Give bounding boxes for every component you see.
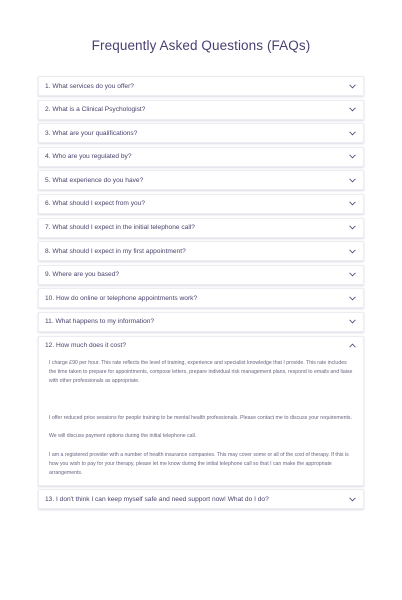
- chevron-down-icon: [348, 247, 356, 255]
- chevron-down-icon: [348, 153, 356, 161]
- faq-item: [38, 312, 364, 332]
- chevron-down-icon: [348, 200, 356, 208]
- faq-toggle[interactable]: [39, 242, 363, 260]
- faq-toggle[interactable]: [39, 171, 363, 189]
- faq-question: 2. What is a Clinical Psychologist?: [45, 106, 146, 114]
- faq-answer: [39, 355, 363, 485]
- faq-toggle[interactable]: [39, 101, 363, 119]
- faq-toggle[interactable]: [39, 289, 363, 307]
- faq-question: 7. What should I expect in the initial telephone call?: [45, 224, 195, 232]
- faq-question: 3. What are your qualifications?: [45, 129, 138, 137]
- chevron-down-icon: [348, 294, 356, 302]
- faq-list: [38, 76, 364, 513]
- faq-question: 4. Who are you regulated by?: [45, 153, 132, 161]
- faq-question: 8. What should I expect in my first appointment?: [45, 247, 186, 255]
- faq-item: [38, 194, 364, 214]
- faq-toggle[interactable]: [39, 148, 363, 166]
- faq-question: 13. I don't think I can keep myself safe and need support now! What do I do?: [45, 495, 269, 503]
- chevron-down-icon: [348, 224, 356, 232]
- faq-toggle[interactable]: [39, 337, 363, 355]
- faq-toggle[interactable]: [39, 313, 363, 331]
- faq-item: [38, 100, 364, 120]
- chevron-down-icon: [348, 318, 356, 326]
- faq-item: [38, 241, 364, 261]
- faq-question: 5. What experience do you have?: [45, 176, 144, 184]
- page-title: Frequently Asked Questions (FAQs): [91, 38, 311, 53]
- answer-paragraph: I offer reduced price sessions for people training to be mental health professionals. Please contact me to discuss your requirements.: [49, 414, 352, 421]
- faq-question: 11. What happens to my information?: [45, 318, 155, 326]
- faq-question: 10. How do online or telephone appointments work?: [45, 294, 198, 302]
- faq-toggle[interactable]: [39, 124, 363, 142]
- faq-toggle[interactable]: [39, 219, 363, 237]
- faq-item: [38, 147, 364, 167]
- faq-item-expanded: [38, 336, 364, 486]
- faq-item: [38, 265, 364, 285]
- faq-question: 1. What services do you offer?: [45, 82, 134, 90]
- faq-toggle[interactable]: [39, 490, 363, 508]
- faq-toggle[interactable]: [39, 266, 363, 284]
- faq-item: [38, 170, 364, 190]
- chevron-down-icon: [348, 176, 356, 184]
- faq-toggle[interactable]: [39, 195, 363, 213]
- faq-item: [38, 123, 364, 143]
- answer-paragraph: We will discuss payment options during the initial telephone call.: [49, 433, 197, 440]
- answer-paragraph: I charge £90 per hour. This rate reflects the level of training, experience and specialist knowledge that I provide. This rate includes the time taken to prepare for appointments, compose letters, prepare individual risk management plans, respond to emails and liaise with other professionals as appropriate.: [49, 359, 353, 385]
- faq-question: 9. Where are you based?: [45, 271, 120, 279]
- faq-item: [38, 218, 364, 238]
- chevron-up-icon: [348, 342, 356, 350]
- faq-item: [38, 489, 364, 509]
- chevron-down-icon: [348, 106, 356, 114]
- faq-toggle[interactable]: [39, 77, 363, 95]
- faq-question: 6. What should I expect from you?: [45, 200, 146, 208]
- chevron-down-icon: [348, 271, 356, 279]
- chevron-down-icon: [348, 82, 356, 90]
- chevron-down-icon: [348, 129, 356, 137]
- chevron-down-icon: [348, 495, 356, 503]
- faq-question: 12. How much does it cost?: [45, 342, 126, 350]
- answer-paragraph: I am a registered provider with a number of health insurance companies. This may cover some or all of the cost of therapy. If this is how you wish to pay for your therapy, please let me know during the initial telephone call so that I can make the appropriate arrangements.: [49, 451, 349, 477]
- faq-item: [38, 76, 364, 96]
- faq-item: [38, 288, 364, 308]
